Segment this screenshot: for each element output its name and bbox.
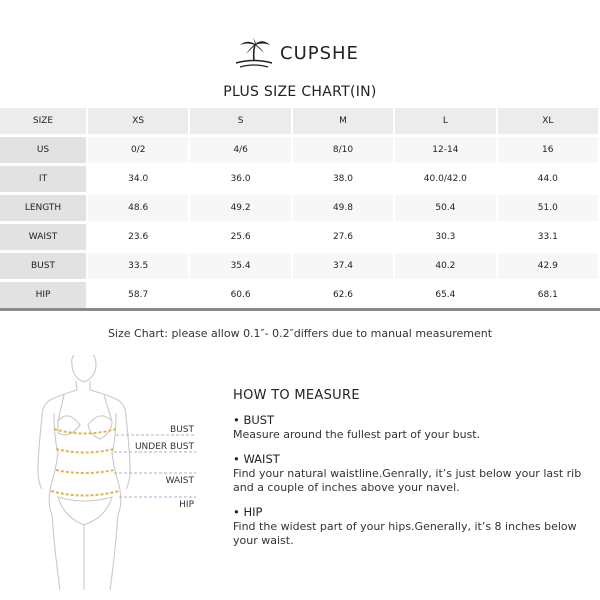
- row-label: WAIST: [0, 224, 88, 253]
- bust-line: [54, 429, 116, 434]
- table-cell: 58.7: [88, 282, 190, 311]
- table-cell: 44.0: [498, 166, 600, 195]
- brand-name: CUPSHE: [280, 42, 359, 64]
- table-cell: 25.6: [190, 224, 292, 253]
- table-cell: 51.0: [498, 195, 600, 224]
- header-cell: XL: [498, 108, 600, 137]
- table-cell: 34.0: [88, 166, 190, 195]
- palm-tree-icon: [232, 36, 276, 70]
- table-header-row: [0, 108, 600, 137]
- figure-label-hip: HIP: [179, 500, 194, 510]
- row-label: BUST: [0, 253, 88, 282]
- table-cell: 30.3: [395, 224, 497, 253]
- size-chart-table: [0, 108, 600, 311]
- how-to-measure-section: [233, 388, 593, 558]
- measure-item-hip: [233, 505, 593, 548]
- table-cell: 49.8: [293, 195, 395, 224]
- measure-item-description: Find your natural waistline.Genrally, it’s just below your last rib and a couple of inches above your navel.: [233, 467, 582, 494]
- row-label: US: [0, 137, 88, 166]
- measurement-note: Size Chart: please allow 0.1″- 0.2″differs due to manual measurement: [107, 327, 493, 340]
- table-cell: 68.1: [498, 282, 600, 311]
- table-cell: 8/10: [293, 137, 395, 166]
- table-cell: 35.4: [190, 253, 292, 282]
- table-cell: 36.0: [190, 166, 292, 195]
- header-cell: SIZE: [0, 108, 88, 137]
- table-cell: 48.6: [88, 195, 190, 224]
- table-cell: 37.4: [293, 253, 395, 282]
- header-cell: M: [293, 108, 395, 137]
- measure-item-name: • HIP: [233, 505, 263, 519]
- table-cell: 42.9: [498, 253, 600, 282]
- figure-label-under-bust: UNDER BUST: [134, 442, 194, 452]
- row-label: LENGTH: [0, 195, 88, 224]
- table-row: [0, 166, 600, 195]
- row-label: HIP: [0, 282, 88, 311]
- body-measurement-figure: [20, 355, 205, 590]
- figure-label-bust: BUST: [170, 425, 194, 435]
- measure-item-waist: [233, 452, 593, 495]
- table-row: [0, 137, 600, 166]
- table-cell: 62.6: [293, 282, 395, 311]
- hip-line: [51, 491, 119, 496]
- table-row: [0, 224, 600, 253]
- figure-label-waist: WAIST: [165, 476, 194, 486]
- measure-item-description: Measure around the fullest part of your bust.: [233, 428, 481, 441]
- table-cell: 38.0: [293, 166, 395, 195]
- table-cell: 33.5: [88, 253, 190, 282]
- section-divider: [0, 308, 600, 311]
- table-row: [0, 195, 600, 224]
- chart-title: PLUS SIZE CHART(IN): [223, 84, 377, 100]
- table-cell: 27.6: [293, 224, 395, 253]
- measure-item-bust: [233, 413, 593, 442]
- table-cell: 65.4: [395, 282, 497, 311]
- table-cell: 40.0/42.0: [395, 166, 497, 195]
- row-label: IT: [0, 166, 88, 195]
- measure-item-name: • BUST: [233, 413, 275, 427]
- table-cell: 16: [498, 137, 600, 166]
- table-cell: 23.6: [88, 224, 190, 253]
- header-cell: XS: [88, 108, 190, 137]
- measurement-lines: [51, 429, 196, 497]
- table-cell: 49.2: [190, 195, 292, 224]
- table-cell: 40.2: [395, 253, 497, 282]
- table-cell: 33.1: [498, 224, 600, 253]
- table-row: [0, 282, 600, 311]
- header-cell: S: [190, 108, 292, 137]
- table-cell: 4/6: [190, 137, 292, 166]
- measure-item-name: • WAIST: [233, 452, 280, 466]
- under-bust-line: [56, 449, 114, 453]
- brand-logo: [232, 36, 372, 70]
- waist-line: [56, 470, 114, 473]
- table-cell: 60.6: [190, 282, 292, 311]
- table-cell: 0/2: [88, 137, 190, 166]
- how-to-measure-title: HOW TO MEASURE: [233, 388, 360, 403]
- measure-item-description: Find the widest part of your hips.Generally, it’s 8 inches below your waist.: [233, 520, 577, 547]
- table-cell: 50.4: [395, 195, 497, 224]
- table-cell: 12-14: [395, 137, 497, 166]
- table-row: [0, 253, 600, 282]
- header-cell: L: [395, 108, 497, 137]
